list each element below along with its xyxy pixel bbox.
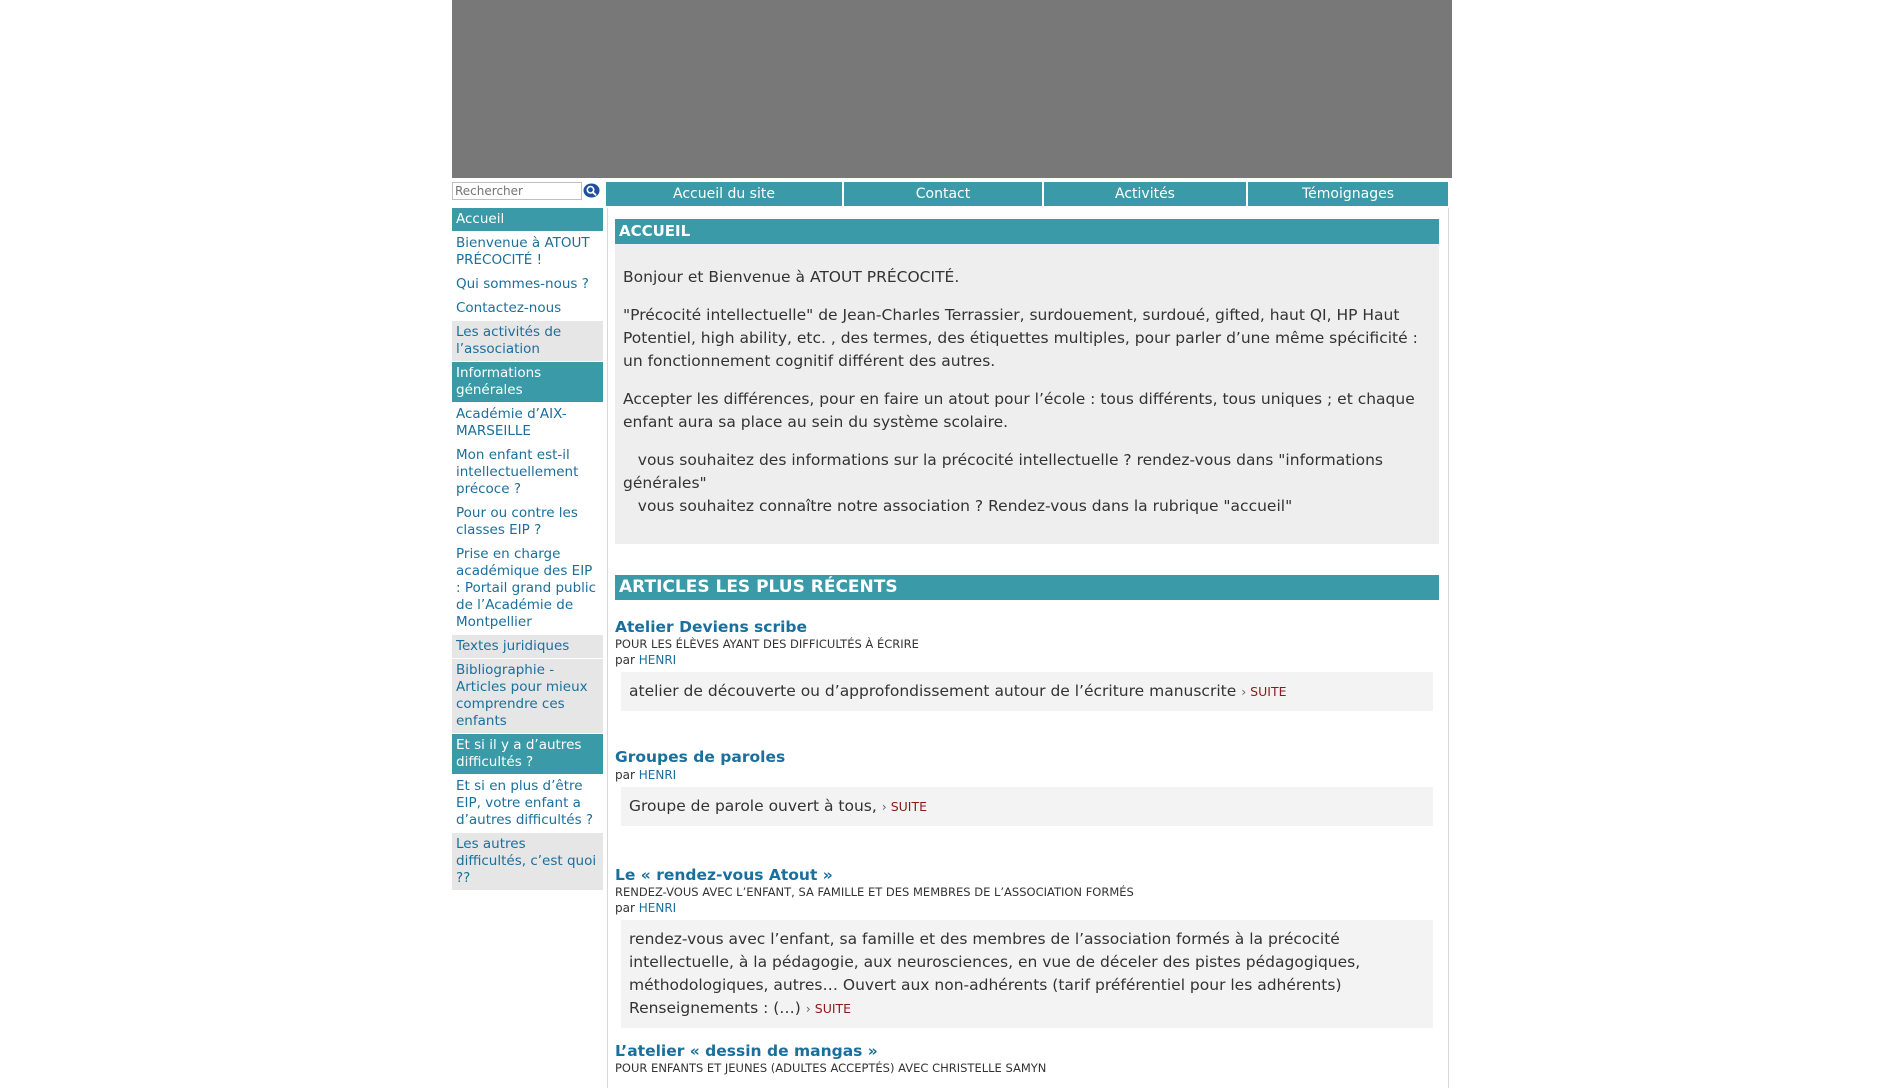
article-author[interactable]: HENRI bbox=[638, 901, 677, 915]
article-title[interactable]: Atelier Deviens scribe bbox=[615, 618, 808, 636]
read-more-label: SUITE bbox=[890, 799, 928, 814]
nav-tab-temoignages[interactable]: Témoignages bbox=[1248, 182, 1448, 206]
top-navigation bbox=[606, 182, 1448, 206]
article-byline bbox=[615, 767, 1439, 783]
intro-paragraph: vous souhaitez connaître notre association ? Rendez-vous dans la rubrique "accueil" bbox=[623, 497, 1293, 515]
search-icon bbox=[583, 183, 600, 198]
article-excerpt: atelier de découverte ou d’approfondissement autour de l’écriture manuscrite bbox=[629, 682, 1237, 700]
chevron-right-icon: › bbox=[1241, 684, 1247, 699]
sidebar-item-bienvenue[interactable]: Bienvenue à ATOUT PRÉCOCITÉ ! bbox=[452, 232, 603, 272]
sidebar-item-autres-difficultes[interactable]: Les autres difficultés, c’est quoi ?? bbox=[452, 833, 603, 890]
sidebar-item-qui-sommes-nous[interactable]: Qui sommes-nous ? bbox=[452, 273, 603, 296]
article-author[interactable]: HENRI bbox=[638, 653, 677, 667]
article-excerpt-box bbox=[621, 672, 1433, 711]
article-item bbox=[615, 618, 1439, 711]
chevron-right-icon: › bbox=[805, 1001, 811, 1016]
article-excerpt-box bbox=[621, 787, 1433, 826]
sidebar-section-informations[interactable]: Informations générales bbox=[452, 362, 603, 402]
header-banner bbox=[452, 0, 1452, 178]
search-form bbox=[452, 182, 602, 202]
nav-tab-accueil[interactable]: Accueil du site bbox=[606, 182, 844, 206]
nav-tab-contact[interactable]: Contact bbox=[844, 182, 1044, 206]
byline-label: par bbox=[615, 653, 635, 667]
article-item bbox=[615, 748, 1439, 826]
sidebar-item-contactez-nous[interactable]: Contactez-nous bbox=[452, 297, 603, 320]
article-subtitle: RENDEZ-VOUS AVEC L’ENFANT, SA FAMILLE ET DES MEMBRES DE L’ASSOCIATION FORMÉS bbox=[615, 885, 1134, 899]
sidebar-item-classes-eip[interactable]: Pour ou contre les classes EIP ? bbox=[452, 502, 603, 542]
read-more-label: SUITE bbox=[1250, 684, 1287, 699]
sidebar-item-academie[interactable]: Académie d’AIX-MARSEILLE bbox=[452, 403, 603, 443]
recent-articles-heading: ARTICLES LES PLUS RÉCENTS bbox=[615, 575, 1439, 600]
sidebar-section-accueil[interactable]: Accueil bbox=[452, 208, 603, 231]
sidebar-item-eip-difficultes[interactable]: Et si en plus d’être EIP, votre enfant a d’autres difficultés ? bbox=[452, 775, 603, 832]
article-item bbox=[615, 1042, 1439, 1076]
search-button[interactable] bbox=[582, 183, 601, 200]
article-subtitle: POUR LES ÉLÈVES AYANT DES DIFFICULTÉS À ÉCRIRE bbox=[615, 637, 919, 651]
intro-paragraph: vous souhaitez des informations sur la précocité intellectuelle ? rendez-vous dans "informations générales" bbox=[623, 451, 1388, 492]
article-title[interactable]: Groupes de paroles bbox=[615, 748, 786, 766]
article-byline bbox=[615, 652, 1439, 668]
intro-paragraph: Accepter les différences, pour en faire un atout pour l’école : tous différents, tous uniques ; et chaque enfant aura sa place au sein du système scolaire. bbox=[623, 390, 1415, 431]
article-excerpt: rendez-vous avec l’enfant, sa famille et des membres de l’association formés à la précocité intellectuelle, à la pédagogie, aux neurosciences, en vue de déceler des pistes pédagogiques, méthodologiques, autres… Ouvert aux non-adhérents (tarif préférentiel pour les adhérents) Renseignements : (…) bbox=[629, 930, 1361, 1017]
sidebar-section-autres-difficultes[interactable]: Et si il y a d’autres difficultés ? bbox=[452, 734, 603, 774]
nav-tab-activites[interactable]: Activités bbox=[1044, 182, 1248, 206]
article-excerpt: Groupe de parole ouvert à tous, bbox=[629, 797, 877, 815]
chevron-right-icon: › bbox=[881, 799, 887, 814]
article-excerpt-box bbox=[621, 920, 1433, 1028]
sidebar-menu bbox=[452, 208, 603, 891]
article-subtitle: POUR ENFANTS ET JEUNES (ADULTES ACCEPTÉS) AVEC CHRISTELLE SAMYN bbox=[615, 1061, 1047, 1075]
intro-paragraph: Bonjour et Bienvenue à ATOUT PRÉCOCITÉ. bbox=[623, 268, 960, 286]
sidebar-item-mon-enfant[interactable]: Mon enfant est-il intellectuellement précoce ? bbox=[452, 444, 603, 501]
article-title[interactable]: L’atelier « dessin de mangas » bbox=[615, 1042, 878, 1060]
read-more-link[interactable] bbox=[882, 799, 927, 814]
intro-box bbox=[615, 244, 1439, 544]
page-wrapper bbox=[452, 0, 1452, 1078]
article-author[interactable]: HENRI bbox=[638, 768, 677, 782]
sidebar-item-textes-juridiques[interactable]: Textes juridiques bbox=[452, 635, 603, 658]
accueil-heading: ACCUEIL bbox=[615, 219, 1439, 244]
read-more-link[interactable] bbox=[806, 1001, 851, 1016]
sidebar-item-bibliographie[interactable]: Bibliographie - Articles pour mieux comprendre ces enfants bbox=[452, 659, 603, 733]
search-input[interactable] bbox=[452, 182, 582, 200]
intro-paragraph: "Précocité intellectuelle" de Jean-Charles Terrassier, surdouement, surdoué, gifted, haut QI, HP Haut Potentiel, high ability, etc. , des termes, des étiquettes multiples, pour parler d’une même spécificité : un fonctionnement cognitif différent des autres. bbox=[623, 306, 1418, 370]
article-title[interactable]: Le « rendez-vous Atout » bbox=[615, 866, 833, 884]
sidebar-item-activites[interactable]: Les activités de l’association bbox=[452, 321, 603, 361]
sidebar-item-prise-en-charge[interactable]: Prise en charge académique des EIP : Portail grand public de l’Académie de Montpellier bbox=[452, 543, 603, 634]
byline-label: par bbox=[615, 901, 635, 915]
article-item bbox=[615, 866, 1439, 1028]
read-more-link[interactable] bbox=[1241, 684, 1286, 699]
article-byline bbox=[615, 900, 1439, 916]
byline-label: par bbox=[615, 768, 635, 782]
read-more-label: SUITE bbox=[814, 1001, 852, 1016]
